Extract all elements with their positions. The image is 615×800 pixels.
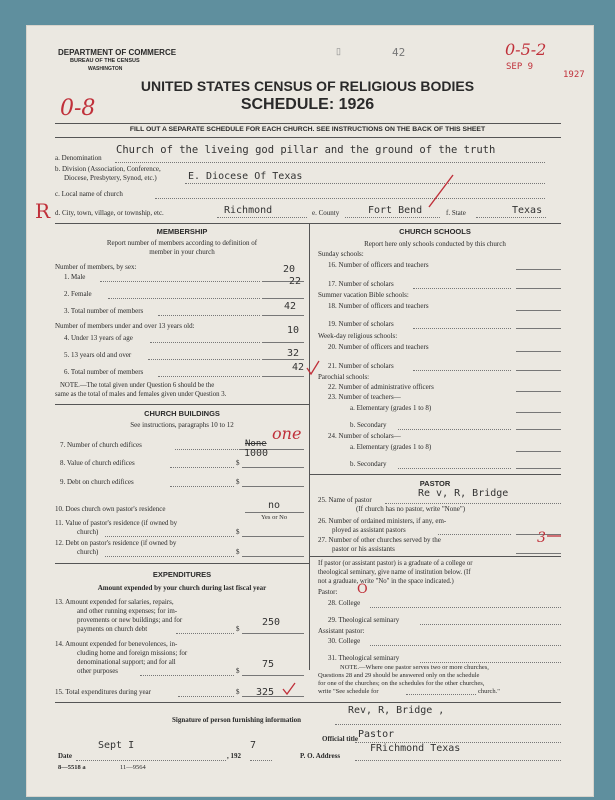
q24-label: 24. Number of scholars—: [328, 432, 401, 440]
q27-line-1: 27. Number of other churches served by the: [318, 536, 441, 544]
form-code-2: 11—9564: [120, 764, 146, 771]
date-value: Sept I: [98, 740, 135, 751]
q24b-label: b. Secondary: [350, 460, 387, 468]
local-name-label: c. Local name of church: [55, 190, 123, 198]
q19-label: 19. Number of scholars: [328, 320, 394, 328]
q13-line-1: 13. Amount expended for salaries, repairs,: [55, 598, 174, 606]
q14-line-4: other purposes: [77, 667, 119, 675]
edifice-value-label: 8. Value of church edifices: [60, 459, 135, 467]
q15-value: 325: [256, 687, 275, 698]
pastor-note-3: for one of the churches; on the schedules for the other churches,: [318, 680, 485, 687]
yes-no-caption: Yes or No: [261, 514, 288, 521]
residence-debt-label-1: 12. Debt on pastor's residence (if owned by: [55, 539, 177, 547]
q16-label: 16. Number of officers and teachers: [328, 261, 429, 269]
city-value: Richmond: [224, 205, 273, 216]
q22-label: 22. Number of administrative officers: [328, 383, 434, 391]
red-check-q15: [282, 682, 296, 696]
state-label: f. State: [446, 209, 466, 217]
residence-value-label-1: 11. Value of pastor's residence (if owned by: [55, 519, 178, 527]
total-members-value: 42: [284, 301, 297, 312]
membership-intro-2: member in your church: [149, 248, 215, 256]
edifices-red-value: one: [272, 424, 302, 443]
received-stamp-year: 1927: [563, 70, 585, 80]
signature-label: Signature of person furnishing information: [172, 716, 301, 724]
buildings-title: CHURCH BUILDINGS: [144, 409, 220, 418]
address-value: FRichmond Texas: [370, 743, 461, 754]
graduate-note-1: If pastor (or assistant pastor) is a graduate of a college or: [318, 560, 473, 567]
q27-value: 3: [537, 530, 546, 546]
city-field-label: d. City, town, village, or township, etc.: [55, 209, 164, 217]
schools-intro: Report here only schools conducted by this church: [364, 240, 506, 248]
pastor-residence-label: 10. Does church own pastor's residence: [55, 505, 166, 513]
q14-value: 75: [262, 659, 275, 670]
left-code: 0-8: [60, 96, 96, 121]
by-sex-label: Number of members, by sex:: [55, 263, 137, 271]
q14-line-1: 14. Amount expended for benevolences, in-: [55, 640, 178, 648]
weekday-label: Week-day religious schools:: [318, 332, 398, 340]
form-subtitle: SCHEDULE: 1926: [240, 96, 375, 113]
q21-label: 21. Number of scholars: [328, 362, 394, 370]
assistant-label: Assistant pastor:: [318, 627, 365, 635]
membership-note-1: NOTE.—The total given under Question 6 should be the: [60, 382, 215, 389]
red-check-stroke: [425, 173, 455, 209]
pastor-note-4: write "See schedule for: [318, 688, 379, 695]
expenditures-intro: Amount expended by your church during last fiscal year: [97, 584, 267, 592]
q25-note: (If church has no pastor, write "None"): [356, 505, 466, 513]
summer-label: Summer vacation Bible schools:: [318, 291, 409, 299]
q26-line-2: ployed as assistant pastors: [332, 526, 406, 534]
top-box-mark: ▯: [336, 46, 341, 56]
pastor-grad-label: Pastor:: [318, 588, 338, 596]
q27-line-2: pastor or his assistants: [332, 545, 395, 553]
q15-label: 15. Total expenditures during year: [55, 688, 151, 696]
official-title-value: Pastor: [358, 729, 395, 740]
membership-intro-1: Report number of members according to definition of: [106, 239, 258, 247]
denomination-label: a. Denomination: [55, 154, 102, 162]
female-value: 22: [289, 276, 302, 287]
date-year-value: 7: [250, 740, 257, 751]
q23-label: 23. Number of teachers—: [328, 393, 401, 401]
age-intro-label: Number of members under and over 13 years old:: [55, 322, 195, 330]
date-label: Date: [58, 752, 72, 760]
edifices-value: None: [245, 439, 267, 449]
q14-line-2: cluding home and foreign missions; for: [77, 649, 188, 657]
instruction-line: FILL OUT A SEPARATE SCHEDULE FOR EACH CHURCH. SEE INSTRUCTIONS ON THE BACK OF THIS SHEET: [129, 126, 486, 133]
form-title: UNITED STATES CENSUS OF RELIGIOUS BODIES: [140, 78, 475, 94]
female-label: 2. Female: [64, 290, 92, 298]
total-members-label: 3. Total number of members: [64, 307, 144, 315]
pastor-note-5: church.": [478, 688, 500, 695]
under-13-label: 4. Under 13 years of age: [64, 334, 133, 342]
q14-line-3: denominational support; and for all: [77, 658, 176, 666]
q17-label: 17. Number of scholars: [328, 280, 394, 288]
residence-debt-label-2: church): [77, 548, 99, 556]
pastor-title: PASTOR: [419, 479, 451, 488]
male-label: 1. Male: [64, 273, 86, 281]
q18-label: 18. Number of officers and teachers: [328, 302, 429, 310]
state-value: Texas: [512, 205, 543, 216]
date-year-prefix: , 192: [227, 752, 241, 760]
graduate-note-3: not a graduate, write "No" in the space indicated.): [318, 578, 454, 585]
membership-note-2: same as the total of males and females given under Question 3.: [55, 391, 227, 398]
q24a-label: a. Elementary (grades 1 to 8): [350, 443, 432, 451]
q23a-label: a. Elementary (grades 1 to 8): [350, 404, 432, 412]
county-label: e. County: [312, 209, 340, 217]
top-code: 0-5-2: [505, 40, 547, 59]
form-code-1: 8—5518 a: [58, 764, 86, 771]
expenditures-title: EXPENDITURES: [152, 570, 212, 579]
received-stamp-date: SEP 9: [506, 62, 534, 72]
over-13-value: 32: [287, 348, 300, 359]
schools-title: CHURCH SCHOOLS: [399, 227, 471, 236]
pastor-note-1: NOTE.—Where one pastor serves two or more churches,: [340, 664, 489, 671]
edifice-debt-label: 9. Debt on church edifices: [60, 478, 134, 486]
graduate-note-2: theological seminary, give name of institution below. (If: [318, 569, 471, 576]
q23b-label: b. Secondary: [350, 421, 387, 429]
edifices-label: 7. Number of church edifices: [60, 441, 142, 449]
county-value: Fort Bend: [368, 205, 423, 216]
q28-label: 28. College: [328, 599, 361, 607]
under-13-value: 10: [287, 325, 300, 336]
top-number: 42: [392, 46, 406, 59]
sunday-label: Sunday schools:: [318, 250, 364, 258]
q31-label: 31. Theological seminary: [328, 654, 400, 662]
division-label-2: Diocese, Presbytery, Synod, etc.): [64, 174, 157, 182]
denomination-value: Church of the liveing god pillar and the ground of the truth: [116, 144, 496, 156]
q13-line-3: provements or new buildings; and for: [77, 616, 183, 624]
q25-value: Re v, R, Bridge: [418, 488, 509, 499]
total-6-value: 42: [292, 362, 305, 373]
signature-value: Rev, R, Bridge ,: [348, 705, 445, 716]
bureau-label: BUREAU OF THE CENSUS: [70, 58, 140, 64]
division-value: E. Diocese Of Texas: [188, 171, 303, 182]
q13-line-4: payments on church debt: [77, 625, 148, 633]
city-label: WASHINGTON: [88, 66, 123, 72]
edifice-value-value: 1000: [244, 448, 269, 459]
parochial-label: Parochial schools:: [318, 373, 370, 381]
pastor-residence-value: no: [268, 500, 281, 511]
red-dash-q27: [546, 530, 562, 542]
q30-label: 30. College: [328, 637, 361, 645]
pastor-grad-mark: O: [357, 582, 368, 597]
q26-line-1: 26. Number of ordained ministers, if any, em-: [318, 517, 447, 525]
q13-line-2: and other running expenses; for im-: [77, 607, 178, 615]
q25-label: 25. Name of pastor: [318, 496, 372, 504]
r-mark: R: [35, 199, 51, 223]
membership-title: MEMBERSHIP: [156, 227, 208, 236]
department-label: DEPARTMENT OF COMMERCE: [58, 48, 177, 57]
q13-value: 250: [262, 617, 281, 628]
buildings-intro: See instructions, paragraphs 10 to 12: [130, 421, 234, 429]
address-label: P. O. Address: [300, 752, 341, 760]
division-label-1: b. Division (Association, Conference,: [55, 165, 161, 173]
total-6-label: 6. Total number of members: [64, 368, 144, 376]
over-13-label: 5. 13 years old and over: [64, 351, 132, 359]
residence-value-label-2: church): [77, 528, 99, 536]
q20-label: 20. Number of officers and teachers: [328, 343, 429, 351]
q29-label: 29. Theological seminary: [328, 616, 400, 624]
male-value: 20: [283, 264, 296, 275]
official-title-label: Official title: [322, 735, 358, 743]
pastor-note-2: Questions 28 and 29 should be answered only on the schedule: [318, 672, 480, 679]
